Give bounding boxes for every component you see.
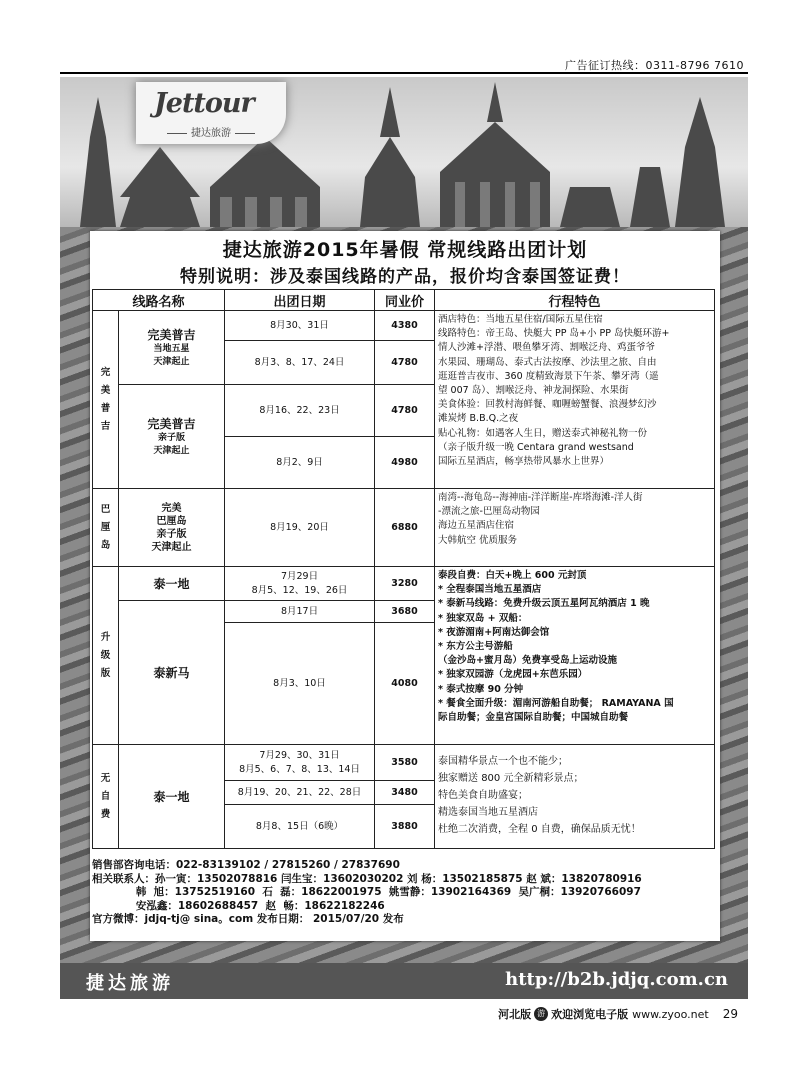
- table-row: [93, 489, 715, 567]
- header-route: 线路名称: [93, 290, 225, 311]
- special-note: 特别说明：涉及泰国线路的产品，报价均含泰国签证费！: [180, 267, 630, 287]
- features-free: 泰国精华景点一个也不能少； 独家赠送 800 元全新精彩景点； 特色美食自助盛宴； 精选泰国当地五星酒店 杜绝二次消费，全程 0 自费，确保品质无忧！: [435, 745, 715, 849]
- date-cell: 8月16、22、23日: [225, 385, 375, 437]
- band-brand-name: 捷达旅游: [86, 973, 174, 994]
- contact-line: 安泓鑫：18602688457 赵 畅：18622182246: [92, 899, 385, 912]
- price-cell: 4380: [375, 311, 435, 341]
- table-row: [93, 745, 715, 781]
- region-phuket: 完美普吉: [93, 311, 119, 489]
- date-cell: 7月29、30、31日 8月5、6、7、8、13、14日: [225, 745, 375, 781]
- features-upgrade: 泰段自费：白天+晚上 600 元封顶 * 全程泰国当地五星酒店 * 泰新马线路：免费升级云顶五星阿瓦纳酒店 1 晚 * 独家双岛 + 双船： * 夜游湄南+阿南达御会馆 * 东方公主号游船 （金沙岛+蜜月岛）免费享受岛上运动设施 * 独家双园游（龙虎园+东芭乐园） * 泰式按摩 90 分钟 * 餐食全面升级：湄南河游船自助餐； RAMAYANA 国 际自助餐；金皇宫国际自助餐；中国城自助餐: [435, 567, 715, 745]
- header-features: 行程特色: [435, 290, 715, 311]
- date-cell: 8月19、20、21、22、28日: [225, 781, 375, 805]
- date-cell: 8月8、15日（6晚）: [225, 805, 375, 849]
- region-bali: 巴厘岛: [93, 489, 119, 567]
- price-cell: 3480: [375, 781, 435, 805]
- contact-line: 相关联系人：孙一寅：13502078816 闫生宝：13602030202 刘 杨：13502185875 赵 斌：13820780916: [92, 872, 642, 885]
- table-header-row: [93, 290, 715, 311]
- date-cell: 8月3、10日: [225, 623, 375, 745]
- date-cell: 8月17日: [225, 601, 375, 623]
- price-cell: 3680: [375, 601, 435, 623]
- site-url: www.zyoo.net: [632, 1007, 709, 1021]
- price-cell: 6880: [375, 489, 435, 567]
- schedule-card: [90, 231, 720, 941]
- date-cell: 7月29日 8月5、12、19、26日: [225, 567, 375, 601]
- price-cell: 3280: [375, 567, 435, 601]
- features-phuket: 酒店特色：当地五星住宿/国际五星住宿 线路特色：帝王岛、快艇大 PP 岛+小 PP 岛快艇环游+ 情人沙滩+浮潜、喂鱼攀牙湾、割喉泛舟、鸡蛋爷爷 水果园、珊瑚岛、泰式古法按摩、沙法里之旅、自由 逛逛普吉夜市、360 度精致海景下午茶、攀牙湾（遥 望 007 岛）、割喉泛舟、神龙洞探险、水果街 美食体验：回教村海鲜餐、咖喱螃蟹餐、浪漫梦幻沙 滩炭烤 B.B.Q.之夜 贴心礼物：如遇客人生日，赠送泰式神秘礼物一份 （亲子版升级一晚 Centara grand westsand 国际五星酒店，畅享热带风暴水上世界）: [435, 311, 715, 489]
- contact-block: [92, 859, 718, 927]
- price-cell: 3580: [375, 745, 435, 781]
- price-cell: 4080: [375, 623, 435, 745]
- route-phuket-standard: 完美普吉 当地五星 天津起止: [119, 311, 225, 385]
- welcome-text: 欢迎浏览电子版: [551, 1008, 629, 1021]
- edition-label: 河北版: [498, 1008, 532, 1021]
- page-title: 捷达旅游2015年暑假 常规线路出团计划: [222, 239, 588, 261]
- features-bali: 南湾--海龟岛--海神庙-洋洋断崖-库塔海滩-洋人街 -漂流之旅-巴厘岛动物园 海边五星酒店住宿 大韩航空 优质服务: [435, 489, 715, 567]
- date-cell: 8月3、8、17、24日: [225, 341, 375, 385]
- date-cell: 8月2、9日: [225, 437, 375, 489]
- ad-hotline: 广告征订热线：0311-8796 7610: [565, 59, 744, 72]
- table-row: [93, 567, 715, 601]
- date-cell: 8月30、31日: [225, 311, 375, 341]
- route-thailand-only: 泰一地: [119, 567, 225, 601]
- logo-wordmark: Jettour: [154, 88, 254, 119]
- header-price: 同业价: [375, 290, 435, 311]
- region-upgrade: 升级版: [93, 567, 119, 745]
- header-rule: [60, 72, 748, 74]
- route-thailand-singapore-malaysia: 泰新马: [119, 601, 225, 745]
- header-date: 出团日期: [225, 290, 375, 311]
- sales-phone: 销售部咨询电话：022-83139102 / 27815260 / 27837690: [92, 859, 400, 871]
- zyoo-badge-icon: 游: [534, 1007, 548, 1021]
- jettour-logo: [136, 82, 286, 144]
- route-thailand-only-free: 泰一地: [119, 745, 225, 849]
- route-bali: 完美 巴厘岛 亲子版 天津起止: [119, 489, 225, 567]
- date-cell: 8月19、20日: [225, 489, 375, 567]
- ad-panel: [60, 77, 748, 999]
- region-no-extra-fees: 无自费: [93, 745, 119, 849]
- route-phuket-family: 完美普吉 亲子版 天津起止: [119, 385, 225, 489]
- brand-band: [60, 963, 748, 999]
- price-cell: 4780: [375, 341, 435, 385]
- contact-line: 韩 旭：13752519160 石 磊：18622001975 姚雪静：13902164369 吴广桐：13920766097: [92, 886, 641, 898]
- price-cell: 4980: [375, 437, 435, 489]
- price-cell: 4780: [375, 385, 435, 437]
- page-footer: [498, 1006, 738, 1022]
- price-cell: 3880: [375, 805, 435, 849]
- band-website: http://b2b.jdjq.com.cn: [505, 969, 728, 990]
- table-row: [93, 311, 715, 341]
- weibo-and-date: 官方微博：jdjq-tj@ sina。com 发布日期： 2015/07/20 发布: [92, 913, 404, 925]
- page-number: 29: [722, 1007, 738, 1021]
- logo-subtitle: 捷达旅游: [148, 124, 274, 139]
- schedule-table: [92, 289, 715, 849]
